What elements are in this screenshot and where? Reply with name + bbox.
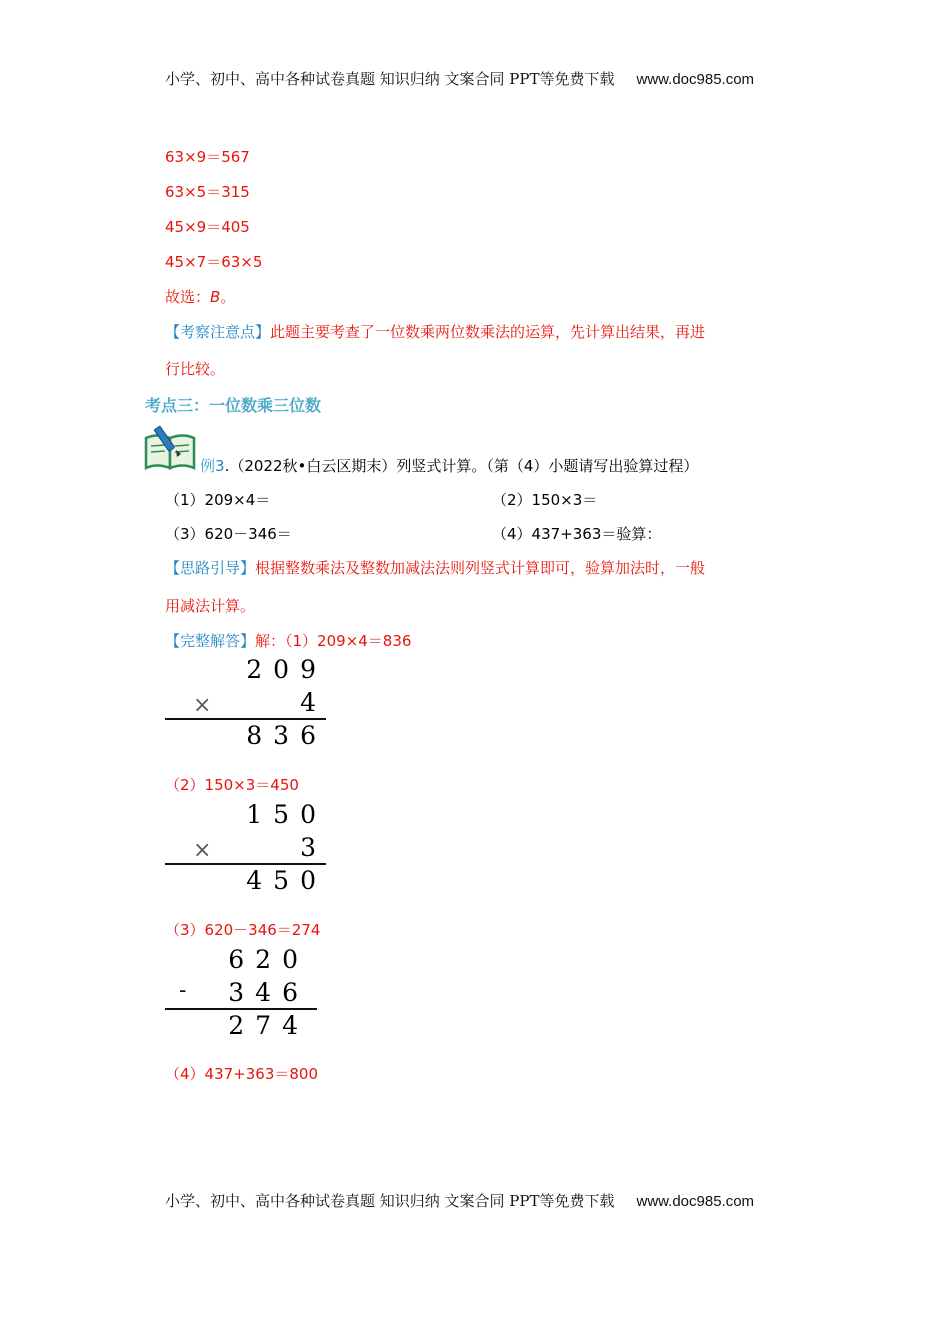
- solution-step-2: （2）150×3＝450: [165, 776, 299, 794]
- note-label: 【考察注意点】: [165, 323, 271, 341]
- answer-line: [165, 286, 235, 307]
- hint-text: 根据整数乘法及整数加减法法则列竖式计算即可，验算加法时，一般: [255, 559, 706, 577]
- calc-top: 150: [246, 800, 327, 829]
- calc-line: 63×5＝315: [165, 183, 250, 201]
- example-line: [200, 455, 698, 476]
- page-header: [165, 68, 754, 89]
- calc-line: 63×9＝567: [165, 148, 250, 166]
- calc-top: 209: [246, 655, 327, 684]
- header-text: 小学、初中、高中各种试卷真题 知识归纳 文案合同 PPT等免费下载: [165, 70, 615, 88]
- footer-url[interactable]: www.doc985.com: [636, 1193, 755, 1210]
- calc-result: 274: [228, 1011, 309, 1040]
- footer-text: 小学、初中、高中各种试卷真题 知识归纳 文案合同 PPT等免费下载: [165, 1192, 615, 1210]
- solution-step-4: （4）437+363＝800: [165, 1065, 319, 1083]
- solution-label: 【完整解答】: [165, 632, 256, 650]
- hint-line-2: 用减法计算。: [165, 597, 256, 615]
- note-text: 此题主要考查了一位数乘两位数乘法的运算，先计算出结果，再进: [270, 323, 706, 341]
- calc-divider: [165, 1008, 317, 1010]
- question-4: （4）437+363＝验算：: [492, 525, 662, 543]
- vertical-calc-2: [165, 800, 335, 900]
- solution-line: [165, 630, 411, 651]
- calc-top: 620: [228, 945, 309, 974]
- example-label: 例: [200, 457, 216, 475]
- answer-suffix: 。: [220, 288, 236, 306]
- calc-bottom: 3: [300, 833, 327, 862]
- example-number: 3: [215, 457, 225, 475]
- section-title: 考点三：一位数乘三位数: [145, 396, 322, 415]
- calc-line: 45×7＝63×5: [165, 253, 263, 271]
- vertical-calc-1: [165, 655, 335, 755]
- calc-result: 836: [246, 721, 327, 750]
- calc-divider: [165, 863, 326, 865]
- note-line: [165, 321, 705, 342]
- book-pencil-icon: [143, 424, 199, 472]
- hint-line: [165, 557, 705, 578]
- calc-operator: -: [179, 978, 187, 1003]
- calc-result: 450: [246, 866, 327, 895]
- calc-operator: ×: [193, 838, 212, 863]
- calc-line: 45×9＝405: [165, 218, 250, 236]
- solution-step-3: （3）620－346＝274: [165, 921, 321, 939]
- calc-divider: [165, 718, 326, 720]
- calc-operator: ×: [193, 693, 212, 718]
- calc-bottom: 346: [228, 978, 309, 1007]
- note-line-2: 行比较。: [165, 360, 226, 378]
- vertical-calc-3: [165, 945, 325, 1045]
- example-text: .（2022秋•白云区期末）列竖式计算。（第（4）小题请写出验算过程）: [224, 457, 699, 475]
- answer-letter: B: [210, 288, 221, 306]
- hint-label: 【思路引导】: [165, 559, 256, 577]
- question-1: （1）209×4＝: [165, 491, 271, 509]
- calc-bottom: 4: [300, 688, 327, 717]
- page-footer: [165, 1190, 754, 1211]
- question-3: （3）620－346＝: [165, 525, 292, 543]
- solution-intro: 解：（1）209×4＝836: [255, 632, 412, 650]
- header-url[interactable]: www.doc985.com: [636, 71, 755, 88]
- answer-prefix: 故选：: [165, 288, 211, 306]
- question-2: （2）150×3＝: [492, 491, 598, 509]
